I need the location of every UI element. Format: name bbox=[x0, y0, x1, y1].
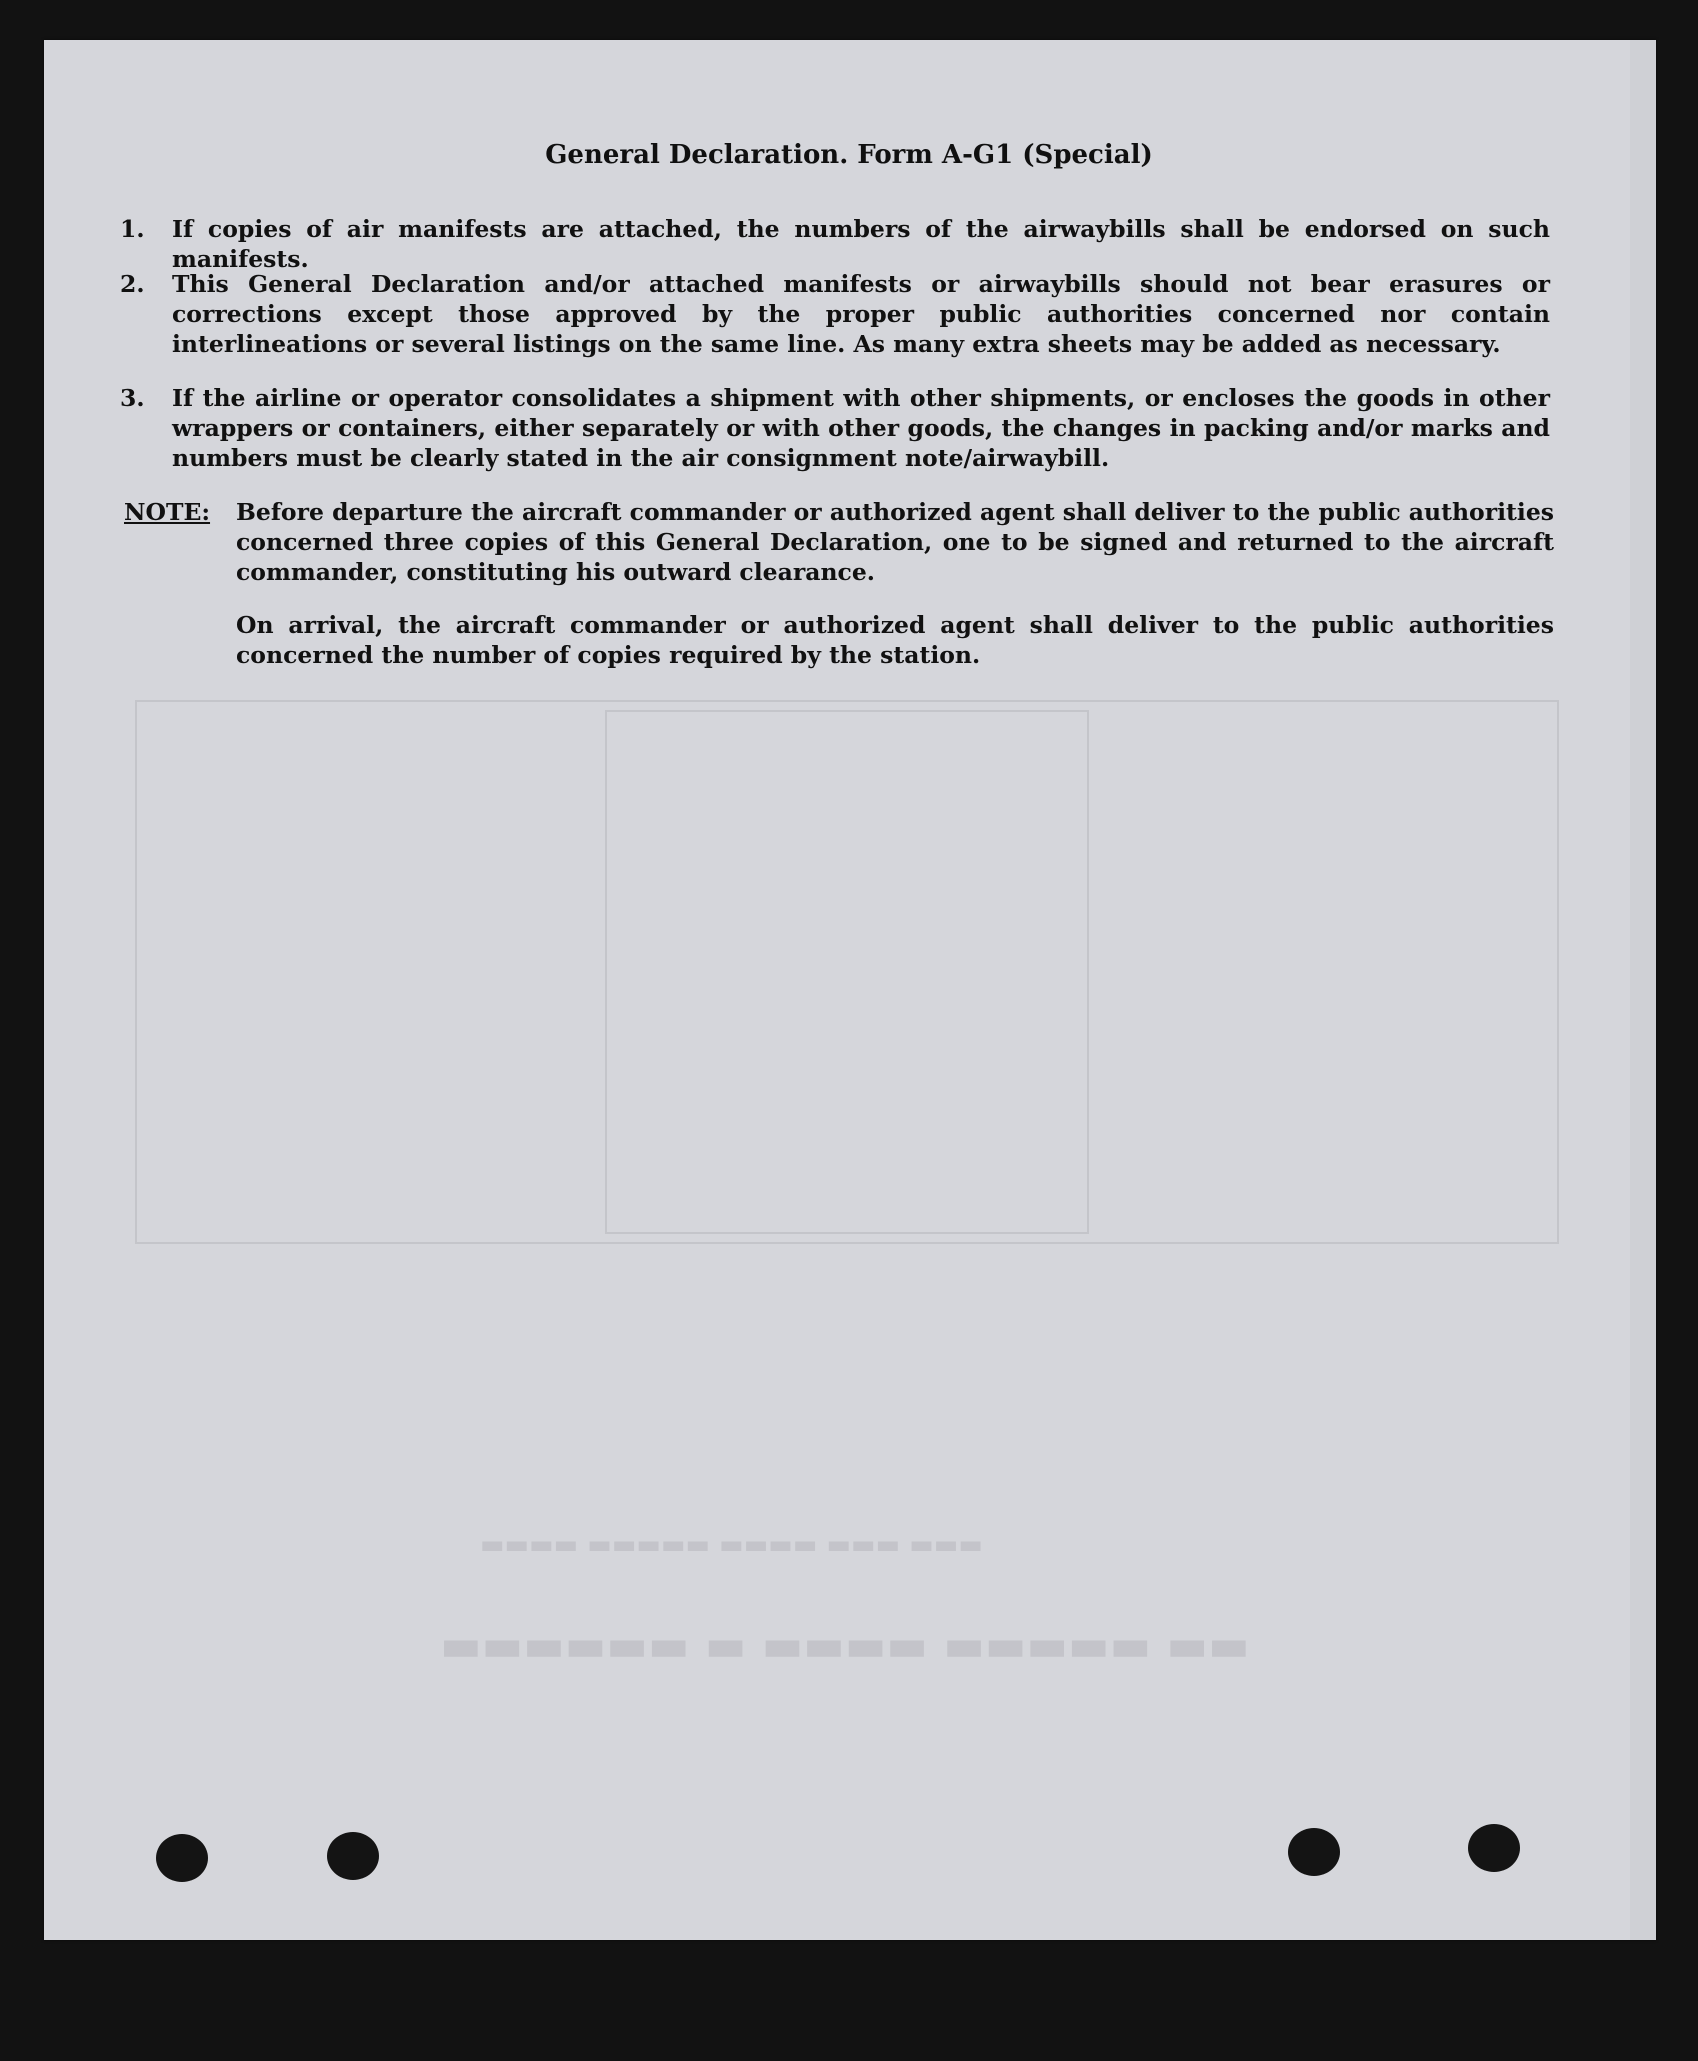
bleed-through-box bbox=[605, 710, 1089, 1234]
punch-hole bbox=[327, 1832, 379, 1880]
note-label: NOTE: bbox=[124, 498, 211, 526]
page-title: General Declaration. Form A-G1 (Special) bbox=[545, 140, 1153, 170]
list-item-text: This General Declaration and/or attached manifests or airwaybills should not bear erasures or corrections except those approved by the proper public authorities concerned nor contain interlineations or several listings on the same line. As many extra sheets may be added as necessary. bbox=[172, 270, 1550, 358]
punch-hole bbox=[1468, 1824, 1520, 1872]
note-block bbox=[124, 497, 1554, 587]
note-paragraph: Before departure the aircraft commander or authorized agent shall deliver to the public authorities concerned three copies of this General Declaration, one to be signed and returned to the aircraft commander, constituting his outward clearance. bbox=[236, 498, 1555, 586]
bleed-through-marks: ▬▬ ▬▬▬▬▬ ▬▬▬▬ ▬ ▬▬▬▬▬▬ bbox=[440, 1620, 1250, 1671]
list-item-text: If the airline or operator consolidates a shipment with other shipments, or encloses the goods in other wrappers or containers, either separately or with other goods, the changes in packing and/or marks and numbers must be clearly stated in the air consignment note/airwaybill. bbox=[172, 384, 1550, 472]
bleed-through-marks: ▬▬▬ ▬▬▬ ▬▬▬▬ ▬▬▬▬▬ ▬▬▬▬ bbox=[480, 1530, 983, 1560]
page-edge bbox=[1630, 40, 1656, 1940]
punch-hole bbox=[1288, 1828, 1340, 1876]
list-item-number: 1. bbox=[120, 215, 145, 243]
list-item-text: If copies of air manifests are attached, the numbers of the airwaybills shall be endorsed on such manifests. bbox=[172, 215, 1550, 273]
list-item bbox=[120, 214, 1550, 274]
list-item bbox=[120, 383, 1550, 473]
list-item-number: 3. bbox=[120, 384, 145, 412]
list-item-number: 2. bbox=[120, 270, 145, 298]
list-item bbox=[120, 269, 1550, 359]
punch-hole bbox=[156, 1834, 208, 1882]
note-paragraph: On arrival, the aircraft commander or authorized agent shall deliver to the public authorities concerned the number of copies required by the station. bbox=[236, 611, 1554, 669]
